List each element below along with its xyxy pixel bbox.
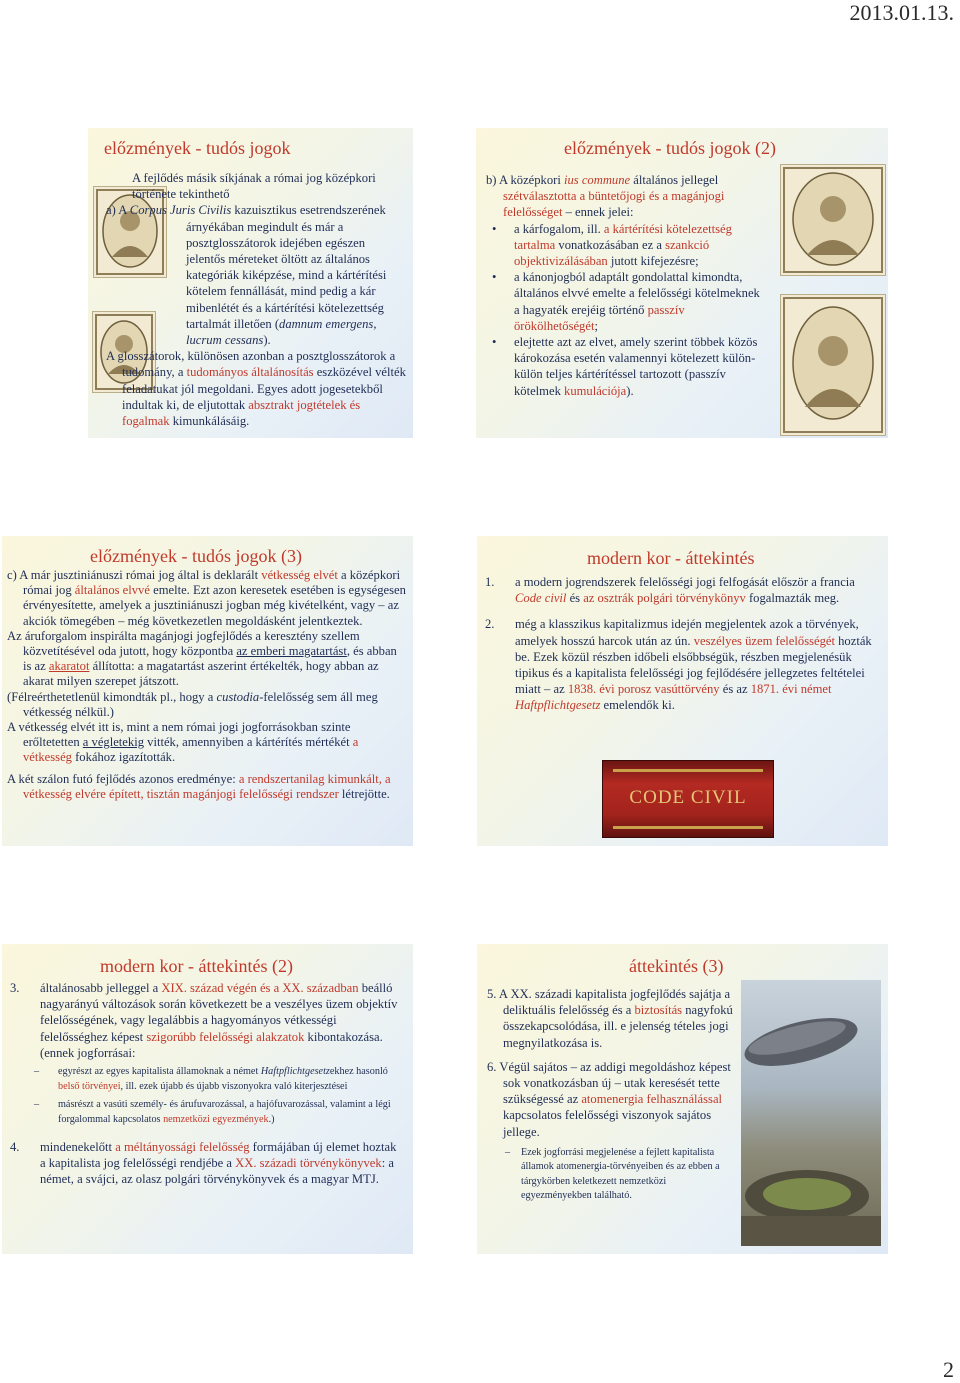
slide-title: modern kor - áttekintés xyxy=(587,548,755,568)
text: absztrakt jogtételek és fogalmak xyxy=(122,397,361,429)
text: általános jellegel xyxy=(630,173,719,187)
text: az emberi magatartást xyxy=(236,644,347,659)
text: vétkesség elvét xyxy=(261,568,338,582)
text: formájában új elemet hoztak a kapitalista jog felelősségi rendjébe a xyxy=(40,1140,397,1171)
paragraph xyxy=(106,170,406,202)
sub-list-item xyxy=(10,1098,405,1127)
paragraph xyxy=(7,568,407,629)
slide-title: modern kor - áttekintés (2) xyxy=(100,956,293,976)
text: akaratot xyxy=(48,659,90,674)
list-item xyxy=(486,221,768,270)
text: Haftpflichtgesetz xyxy=(260,1066,330,1078)
slide-5 xyxy=(2,944,413,1254)
text: még a klasszikus kapitalizmus idején megjelentek azok a törvények, amelyek hosszú harcok után az ún. xyxy=(515,617,859,648)
sub-list-item xyxy=(487,1146,737,1204)
text: 6. Végül sajátos – az addigi megoldáshoz képest sok vonatkozásban új – utak keresését tette szükségessé az xyxy=(487,1059,731,1107)
gilt-band xyxy=(613,769,763,772)
portrait-engraving-icon xyxy=(781,295,885,435)
text: jutott kifejezésre; xyxy=(607,254,699,269)
paragraph xyxy=(7,629,407,690)
text: a középkori római jog xyxy=(23,568,401,598)
text: létrejötte. xyxy=(338,786,390,801)
text: elejtette azt az elvet, amely szerint többek közös károkozása esetén valamennyi kötelezett külön-külön teljes kártérítéssel tartozott (passzív kötelmek xyxy=(514,335,758,398)
text: nemzetközi egyezmények xyxy=(163,1113,269,1125)
paragraph xyxy=(7,772,407,802)
text: belső törvényei xyxy=(58,1080,121,1092)
slide-body xyxy=(486,172,768,399)
list-item xyxy=(487,986,737,1051)
slide-title: előzmények - tudós jogok (3) xyxy=(90,546,302,566)
text: fogalmazták meg. xyxy=(745,591,840,606)
text: passzív örökölhetőségét xyxy=(514,302,685,333)
zeppelin-stadium-image xyxy=(741,980,881,1246)
text: szétválasztotta a büntetőjogi és a magánjogi felelősséget xyxy=(503,189,725,220)
bullet-list xyxy=(486,221,768,399)
slide-title: előzmények - tudós jogok (2) xyxy=(564,138,776,158)
zeppelin-stadium-icon xyxy=(741,980,881,1246)
text: a vétkesség xyxy=(23,735,359,765)
text: általánosabb jelleggel a xyxy=(40,981,162,995)
gilt-band xyxy=(613,826,763,829)
text: mindenekelőtt xyxy=(40,1140,116,1155)
paragraph xyxy=(106,348,406,429)
text: Ezek jogforrási megjelenése a fejlett kapitalista államok atomenergia-törvényeiben és az ebben a tárgykörben keletkezett nemzetközi egyezményekben található. xyxy=(521,1146,720,1202)
text: a rendszertanilag kimunkált, a vétkesség elvére épített, tisztán magánjogi felelősségi rendszer xyxy=(23,771,391,801)
text: hozták be. Ezek közül részben időbeli elsőbbségük, részben megjelenésük tipikus és a kapitalista felelősségi jog fejlődésére jellegzetes feltételei miatt – az xyxy=(515,633,872,697)
portrait-image xyxy=(780,164,886,276)
text: eszközével vélték feladatukat jól megoldani. Egyes adott jogesetekből indultak ki, de eljutottak xyxy=(122,365,406,412)
slide-body xyxy=(106,170,406,429)
text: Haftpflichtgesetz xyxy=(515,698,601,713)
text: egyrészt az egyes kapitalista államoknak a német xyxy=(58,1066,261,1078)
text: ius commune xyxy=(564,173,631,187)
text: Corpus Juris Civilis xyxy=(129,203,232,218)
text: A vétkesség elvét itt is, mint a nem római jogi jogforrásokban szinte erőltetetten xyxy=(7,720,351,750)
text: biztosítás xyxy=(634,1003,683,1018)
slide-title: előzmények - tudós jogok xyxy=(104,138,291,158)
text: a kánonjogból adaptált gondolattal kimondta, általános elvvé emelte a felelősségi kötelmeknek a hagyaték erejéig történő xyxy=(514,270,760,317)
text: – ennek jelei: xyxy=(562,205,634,220)
slide-body xyxy=(485,574,877,714)
paragraph xyxy=(7,690,407,720)
dash: – xyxy=(505,1146,511,1158)
text: állította: a magatartást aszerint értékelték, hogy abban az akarat milyen szerepet játszott. xyxy=(23,659,379,689)
text: és xyxy=(566,591,584,606)
text: ; xyxy=(594,318,598,333)
list-item xyxy=(10,1139,405,1188)
text: ). xyxy=(626,383,634,398)
text: atomenergia felhasználással xyxy=(581,1092,723,1107)
book-spine-label: CODE CIVIL xyxy=(629,787,747,808)
text: és az xyxy=(719,682,751,697)
paragraph xyxy=(106,202,406,348)
dash: – xyxy=(34,1066,40,1078)
slide-1 xyxy=(88,128,413,438)
text: XX. századi törvénykönyvek xyxy=(235,1156,382,1171)
text: tudományos általánosítás xyxy=(186,365,314,380)
page-number: 2 xyxy=(943,1357,954,1382)
text: ). xyxy=(263,333,271,348)
text: Code civil xyxy=(515,591,567,606)
slide-body xyxy=(7,568,407,802)
text: custodia xyxy=(216,689,260,704)
text: , és abban is az xyxy=(23,644,397,674)
code-civil-book-image xyxy=(602,760,774,838)
text: -felelősség sem áll meg vétkesség nélkül.) xyxy=(23,689,378,719)
text: kapcsolatos felelősségi viszonyok sajátos jellege. xyxy=(503,1108,712,1139)
text: kumulációja xyxy=(564,383,627,398)
list-item xyxy=(10,980,405,1061)
text: , ill. ezek újabb és újabb viszonyokra való kiterjesztései xyxy=(120,1080,348,1092)
sub-list-item xyxy=(10,1065,405,1094)
text: szigorúbb felelősségi alakzatok xyxy=(146,1029,305,1044)
text: 5. A XX. századi kapitalista jogfejlődés sajátja a deliktuális felelősség és a xyxy=(487,987,731,1018)
paragraph xyxy=(7,720,407,766)
portrait-engraving-icon xyxy=(781,165,885,275)
text: XIX. század végén és a XX. században xyxy=(161,981,359,995)
slide-title: áttekintés (3) xyxy=(629,956,724,976)
text: 1871. évi német xyxy=(750,682,832,697)
list-item xyxy=(485,574,877,606)
text: beálló nagyarányú változások során következett be a veszélyes üzem objektív felelősségének, vagy legalábbis a hagyományos vétkességi felelősséghez képest xyxy=(40,981,398,1044)
text: a) A xyxy=(106,203,130,218)
text: nagyfokú összekapcsolódása, ill. e jelenség tételes jogi megnyilatkozása is. xyxy=(503,1003,733,1050)
text: (Félreérthetetlenül kimondták pl., hogy a xyxy=(7,689,217,704)
text: veszélyes üzem felelősségét xyxy=(693,633,835,648)
slide-4 xyxy=(477,536,888,846)
text: szankció objektivizálásában xyxy=(514,237,710,269)
text: a kártérítési kötelezettség tartalma xyxy=(514,221,732,252)
text: másrészt a vasúti személy- és árufuvarozással, a hajófuvarozással, valamint a légi forgalommal kapcsolatos xyxy=(58,1099,391,1125)
list-number: 2. xyxy=(485,617,495,632)
text: vitték, amennyiben a kártérítés mértékét xyxy=(144,735,353,750)
slide-6 xyxy=(477,944,888,1254)
text: a méltányossági felelősség xyxy=(115,1140,250,1155)
text: vonatkozásában ez a xyxy=(555,237,666,252)
text: a modern jogrendszerek felelősségi jogi felfogását először a francia xyxy=(515,575,855,589)
text: 1838. évi porosz vasúttörvény xyxy=(567,682,720,697)
text: A fejlődés másik síkjának a római jog középkori története tekinthető xyxy=(132,171,376,202)
slide-body xyxy=(10,980,405,1188)
portrait-image xyxy=(780,294,886,436)
text: általános elvvé xyxy=(74,583,150,598)
text: kimunkálásáig. xyxy=(169,414,250,429)
text: ekhez hasonló xyxy=(329,1066,388,1078)
list-item xyxy=(486,269,768,334)
list-item xyxy=(487,1059,737,1140)
slide-body xyxy=(487,986,737,1204)
list-number: 4. xyxy=(10,1140,20,1155)
text: c) A már jusztiniánuszi római jog által is deklarált xyxy=(7,568,262,582)
text: emelte. Ezt azon keresetek esetében is egységesen érvényesítette, amelyek a jusztiniánuszi jogban még kivételként, vagy – az akciók tömegében – még következetlen megoldásként jelentkeztek. xyxy=(23,583,406,628)
text: fokához igazították. xyxy=(71,750,176,765)
text: kibontakozása. (ennek jogforrásai: xyxy=(40,1029,383,1060)
text: damnum emergens, lucrum cessans xyxy=(186,316,377,348)
slide-3 xyxy=(2,536,413,846)
text: az osztrák polgári törvénykönyv xyxy=(583,591,746,606)
text: A két szálon futó fejlődés azonos eredménye: xyxy=(7,771,239,786)
slide-2 xyxy=(476,128,888,438)
paragraph xyxy=(486,172,768,221)
list-number: 1. xyxy=(485,575,495,589)
text: .) xyxy=(268,1113,275,1125)
text: kazuisztikus esetrendszerének árnyékában megindult és már a posztglosszátorok idejében egészen jelentős méreteket öltött az általános kategóriák kiképzése, mind a kártérítési kötelem fennállását, mind pedig a kár mibenlétét és a kártérítési kötelezettség tartalmát illetően ( xyxy=(186,203,387,331)
text: emelendők ki. xyxy=(600,698,675,713)
text: A glosszátorok, különösen azonban a posztglosszátorok a tudomány, a xyxy=(106,349,396,380)
text: a végletekig xyxy=(82,735,144,750)
text: a kárfogalom, ill. xyxy=(514,221,604,236)
page-date: 2013.01.13. xyxy=(849,0,954,25)
text: Az áruforgalom inspirálta magánjogi jogfejlődés a keresztény szellem közvetítésével oda jutott, hogy központba xyxy=(7,628,360,659)
text: b) A középkori xyxy=(486,173,564,187)
text: : a német, a svájci, az olasz polgári törvénykönyvek és a magyar MTJ. xyxy=(40,1156,394,1187)
dash: – xyxy=(34,1099,40,1111)
list-item xyxy=(486,334,768,399)
list-item xyxy=(485,616,877,713)
list-number: 3. xyxy=(10,981,20,995)
